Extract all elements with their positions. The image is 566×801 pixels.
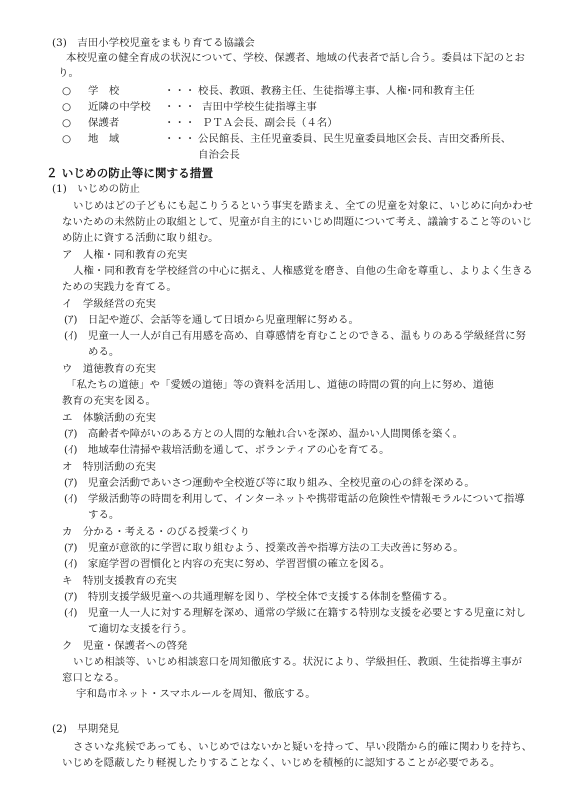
sub-item-cont: て適切な支援を行う。 bbox=[88, 623, 193, 635]
paragraph-line: いじめを隠蔽したり軽視したりすることなく、いじめを積極的に認知することが必要である。 bbox=[62, 757, 501, 769]
item-o-title: オ 特別活動の充実 bbox=[62, 461, 156, 473]
sub-item: (ｲ) 家庭学習の習慣化と内容の充実に努め、学習習慣の確立を図る。 bbox=[64, 558, 391, 570]
member-desc: ＰＴＡ会長、副会長（４名） bbox=[202, 117, 338, 129]
paragraph-line: いじめ相談等、いじめ相談窓口を周知徹底する。状況により、学級担任、教頭、生徒指導主事が bbox=[73, 656, 522, 668]
subsection-2-heading: (2) 早期発見 bbox=[52, 723, 120, 735]
sub-item-cont: する。 bbox=[88, 509, 120, 521]
member-name: 保護者 bbox=[88, 117, 120, 129]
member-desc: 吉田中学校生徒指導主事 bbox=[202, 101, 317, 113]
bullet-circle: ○ bbox=[62, 101, 72, 113]
item-i-title: イ 学級経営の充実 bbox=[62, 298, 156, 310]
section-3-heading: (3) 吉田小学校児童をまもり育てる協議会 bbox=[52, 37, 255, 49]
member-name: 近隣の中学校 bbox=[88, 101, 151, 113]
paragraph-line: 「私たちの道徳」や「愛媛の道徳」等の資料を活用し、道徳の時間の質的向上に努め、道徳 bbox=[66, 379, 494, 391]
sub-item-cont: める。 bbox=[88, 346, 120, 358]
paragraph-line: め防止に資する活動に取り組む。 bbox=[62, 232, 219, 244]
member-row bbox=[62, 84, 542, 98]
member-dots: ・・・ bbox=[164, 85, 196, 97]
paragraph-line: 教育の充実を図る。 bbox=[62, 395, 156, 407]
bullet-circle: ○ bbox=[62, 117, 72, 129]
sub-item: (ｱ) 児童会活動であいさつ運動や全校遊び等に取り組み、全校児童の心の絆を深める。 bbox=[64, 477, 475, 489]
section-3-intro-line: り。 bbox=[58, 67, 79, 79]
sub-item: (ｲ) 児童一人一人が自己有用感を高め、自尊感情を育むことのできる、温もりのある学級経営に努 bbox=[64, 330, 526, 342]
section-2-heading: ２ いじめの防止等に関する措置 bbox=[46, 166, 214, 180]
sub-item: (ｱ) 日記や遊び、会話等を通して日頃から児童理解に努める。 bbox=[64, 314, 359, 326]
member-row bbox=[62, 116, 542, 130]
item-ka-title: カ 分かる・考える・のびる授業づくり bbox=[62, 526, 250, 538]
item-a-title: ア 人権・同和教育の充実 bbox=[62, 249, 188, 261]
member-row bbox=[62, 100, 542, 114]
member-row bbox=[62, 132, 542, 146]
paragraph-line: 宇和島市ネット・スマホルールを周知、徹底する。 bbox=[76, 688, 316, 700]
sub-item: (ｱ) 特別支援学級児童への共通理解を図り、学校全体で支援する体制を整備する。 bbox=[64, 591, 454, 603]
sub-item: (ｲ) 児童一人一人に対する理解を深め、通常の学級に在籍する特別な支援を必要とする児童に対し bbox=[64, 607, 526, 619]
sub-item: (ｲ) 学級活動等の時間を利用して、インターネットや携帯電話の危険性や情報モラルについて指導 bbox=[64, 493, 525, 505]
member-desc-cont: 自治会長 bbox=[198, 149, 240, 161]
member-dots: ・・・ bbox=[164, 101, 196, 113]
section-3-intro-line: 本校児童の健全育成の状況について、学校、保護者、地域の代表者で話し合う。委員は下記のとお bbox=[66, 52, 525, 64]
paragraph-line: 窓口となる。 bbox=[62, 672, 125, 684]
member-dots: ・・・ bbox=[164, 117, 196, 129]
bullet-circle: ○ bbox=[62, 133, 72, 145]
member-name: 学 校 bbox=[88, 85, 120, 97]
paragraph-line: 人権・同和教育を学校経営の中心に据え、人権感覚を磨き、自他の生命を尊重し、よりよく生きる bbox=[73, 265, 533, 277]
sub-item: (ｲ) 地域奉仕清掃や栽培活動を通して、ボランティアの心を育てる。 bbox=[64, 444, 390, 456]
paragraph-line: ための実践力を育てる。 bbox=[62, 281, 177, 293]
paragraph-line: ささいな兆候であっても、いじめではないかと疑いを持って、早い段階から的確に関わりを持ち、 bbox=[73, 741, 533, 753]
member-desc: 校長、教頭、教務主任、生徒指導主事、人権･同和教育主任 bbox=[198, 85, 475, 97]
item-e-title: エ 体験活動の充実 bbox=[62, 412, 156, 424]
subsection-1-heading: (1) いじめの防止 bbox=[52, 183, 140, 195]
sub-item: (ｱ) 児童が意欲的に学習に取り組むよう、授業改善や指導方法の工夫改善に努める。 bbox=[64, 542, 464, 554]
member-name: 地 域 bbox=[88, 133, 120, 145]
bullet-circle: ○ bbox=[62, 85, 72, 97]
item-ku-title: ク 児童・保護者への啓発 bbox=[62, 640, 188, 652]
item-ki-title: キ 特別支援教育の充実 bbox=[62, 575, 177, 587]
member-desc: 公民館長、主任児童委員、民生児童委員地区会長、吉田交番所長、 bbox=[198, 133, 512, 145]
member-dots: ・・・ bbox=[164, 133, 196, 145]
paragraph-line: ないための未然防止の取組として、児童が自主的にいじめ問題について考え、議論すること等のいじ bbox=[62, 216, 533, 228]
paragraph-line: いじめはどの子どもにも起こりうるという事実を踏まえ、全ての児童を対象に、いじめに向かわせ bbox=[73, 200, 534, 212]
item-u-title: ウ 道徳教育の充実 bbox=[62, 363, 156, 375]
sub-item: (ｱ) 高齢者や障がいのある方との人間的な触れ合いを深め、温かい人間関係を築く。 bbox=[64, 428, 464, 440]
